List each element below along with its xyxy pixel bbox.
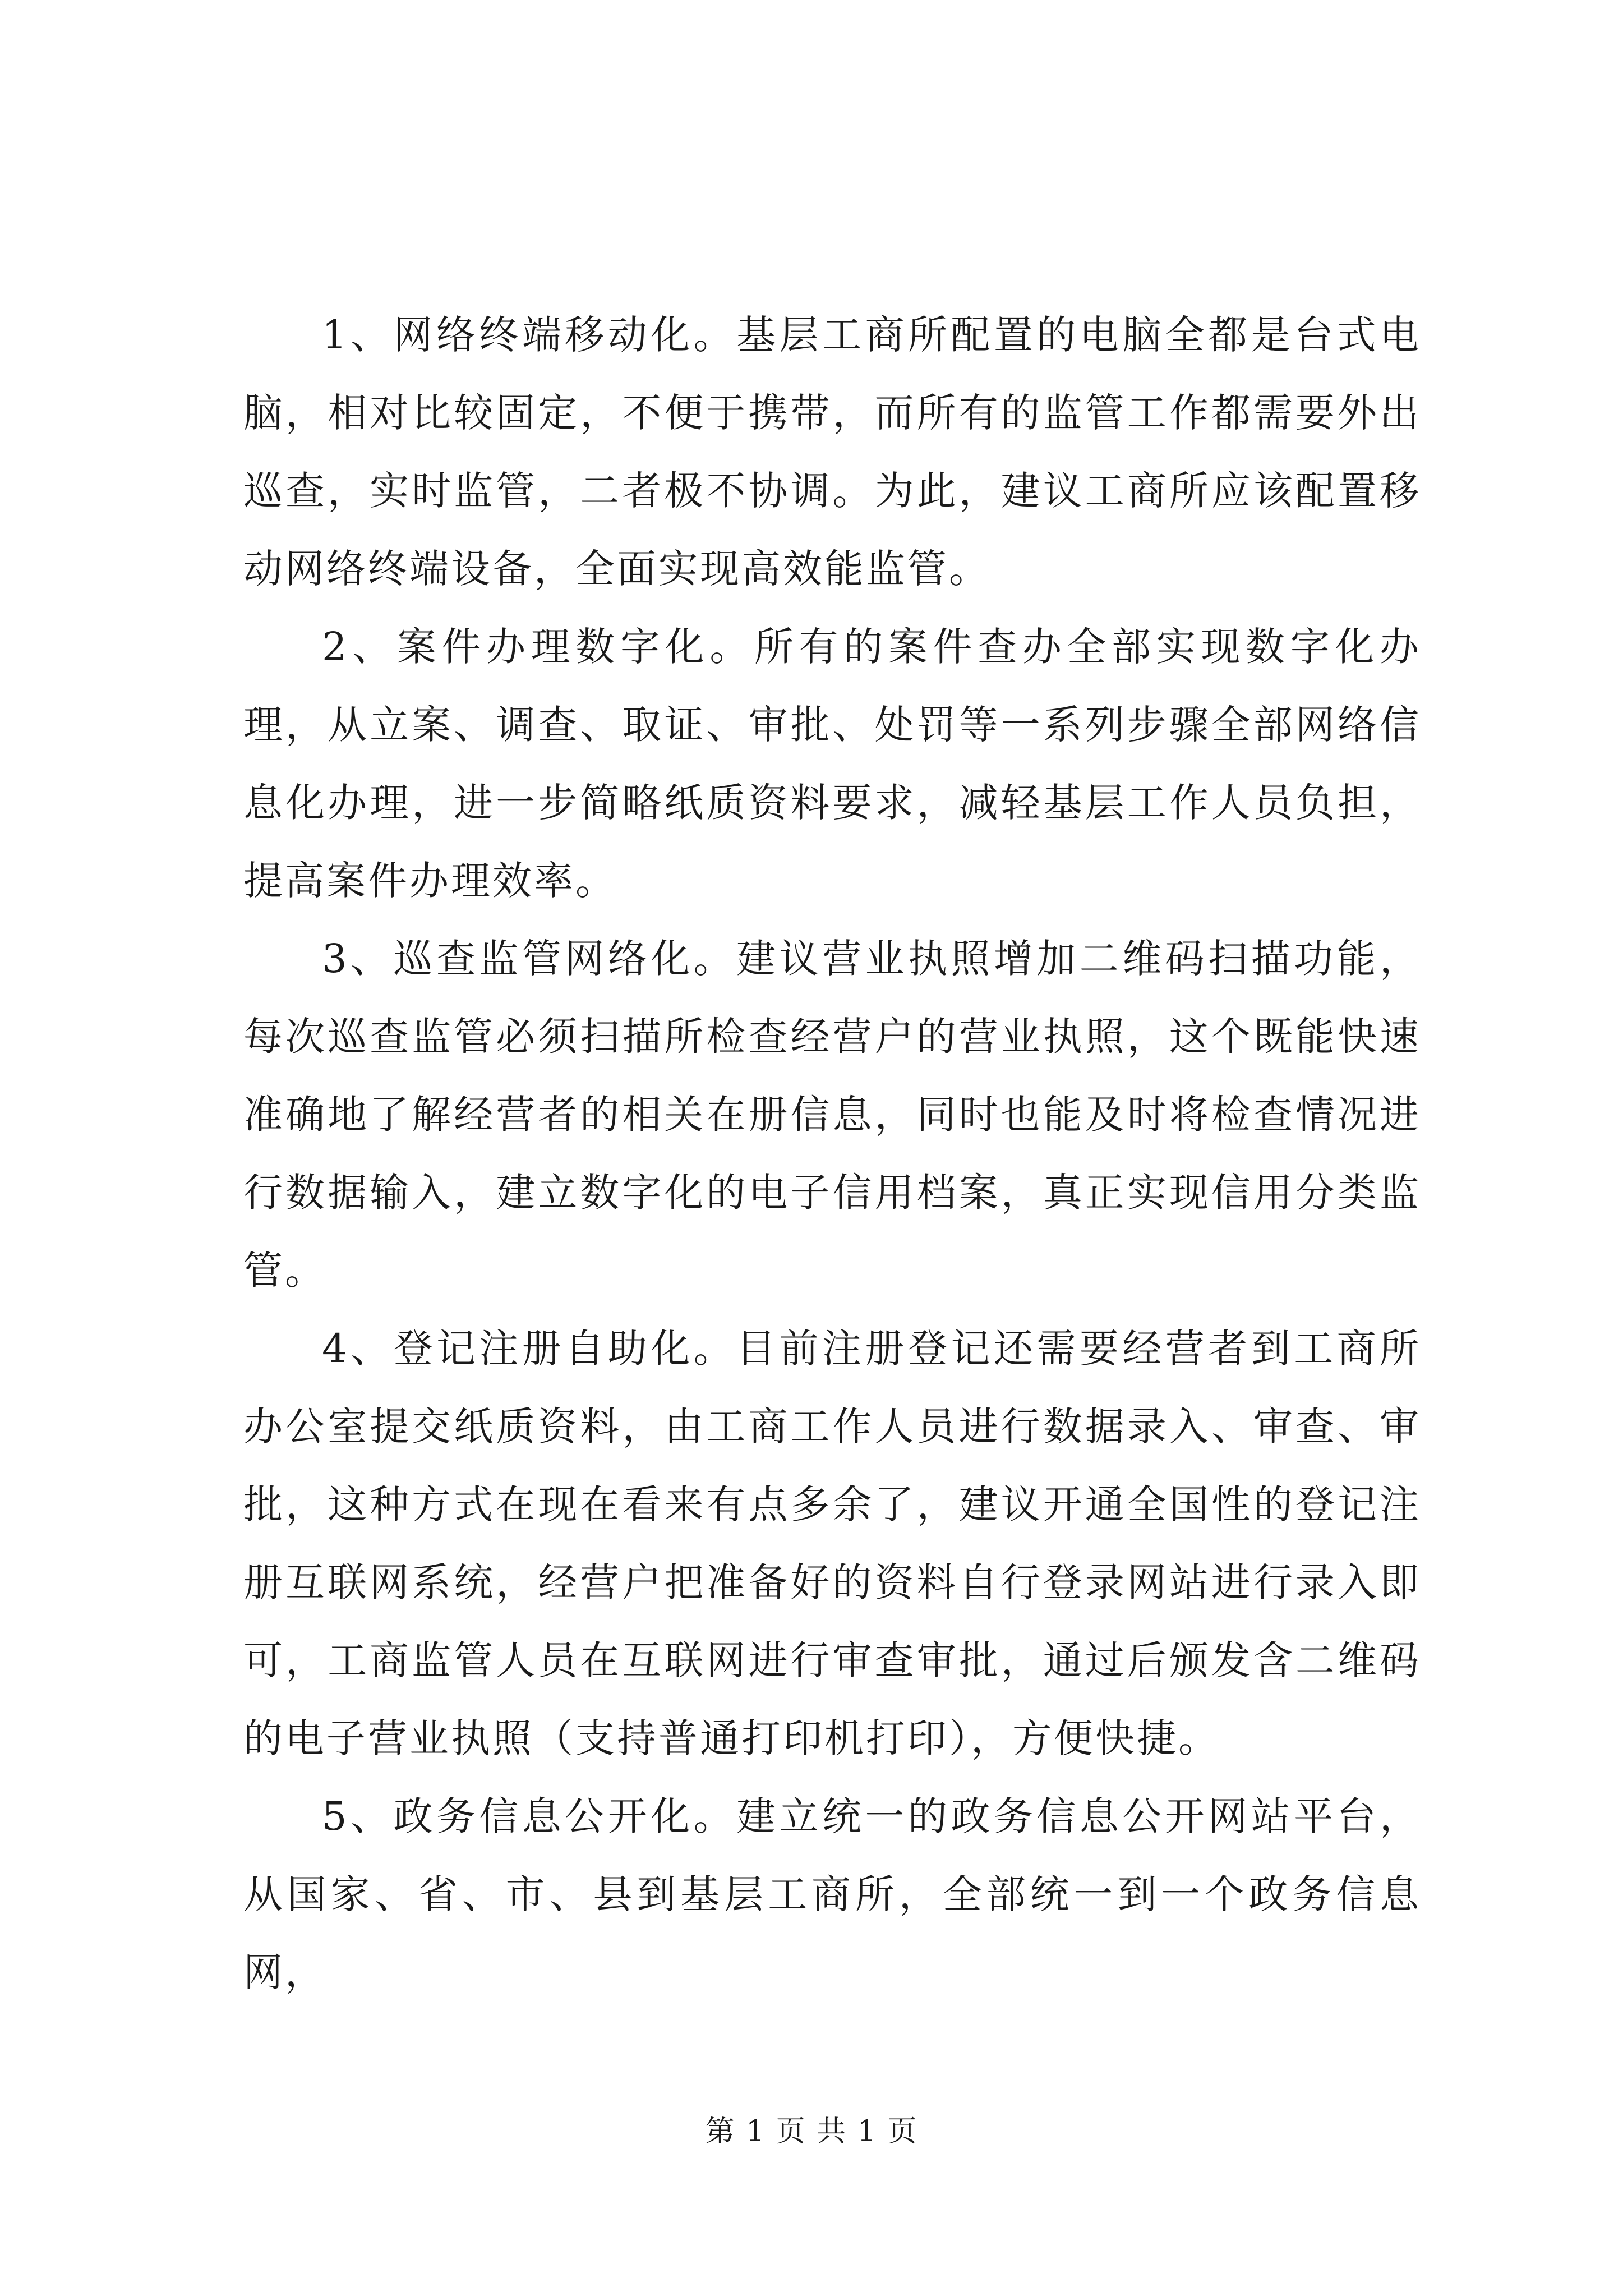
paragraph-4: 4、登记注册自助化。目前注册登记还需要经营者到工商所办公室提交纸质资料，由工商工作人员进行数据录入、审查、审批，这种方式在现在看来有点多余了，建议开通全国性的登记注册互联网系统，经营户把准备好的资料自行登录网站进行录入即可，工商监管人员在互联网进行审查审批，通过后颁发含二维码的电子营业执照（支持普通打印机打印），方便快捷。 — [243, 1326, 1421, 1761]
paragraph-3: 3、巡查监管网络化。建议营业执照增加二维码扫描功能，每次巡查监管必须扫描所检查经营户的营业执照，这个既能快速准确地了解经营者的相关在册信息，同时也能及时将检查情况进行数据输入，建立数字化的电子信用档案，真正实现信用分类监管。 — [243, 936, 1421, 1294]
paragraph-2: 2、案件办理数字化。所有的案件查办全部实现数字化办理，从立案、调查、取证、审批、处罚等一系列步骤全部网络信息化办理，进一步简略纸质资料要求，减轻基层工作人员负担，提高案件办理效率。 — [243, 624, 1421, 904]
paragraph-5: 5、政务信息公开化。建立统一的政务信息公开网站平台，从国家、省、市、县到基层工商所，全部统一到一个政务信息网， — [243, 1793, 1421, 1995]
page-footer: 第 1 页 共 1 页 — [705, 2115, 918, 2148]
document-body — [243, 296, 1421, 2012]
paragraph-1: 1、网络终端移动化。基层工商所配置的电脑全都是台式电脑，相对比较固定，不便于携带，而所有的监管工作都需要外出巡查，实时监管，二者极不协调。为此，建议工商所应该配置移动网络终端设备，全面实现高效能监管。 — [243, 312, 1421, 592]
